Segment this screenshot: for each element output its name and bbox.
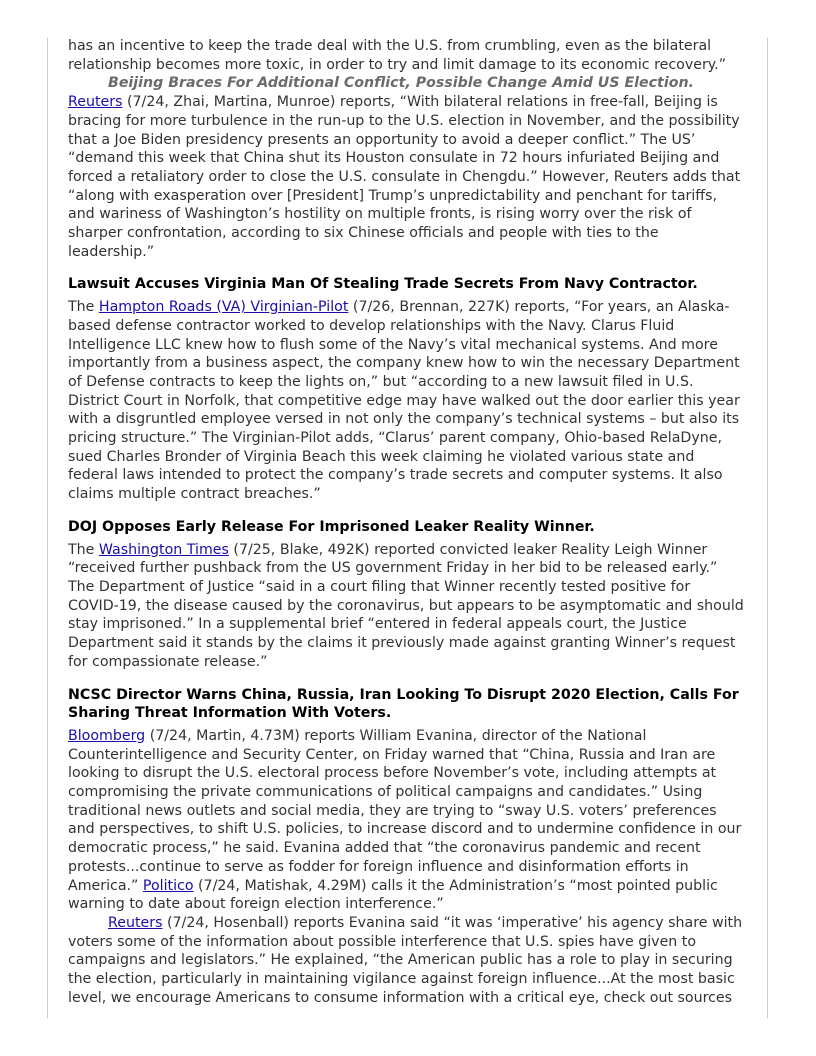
ncsc-body-1: (7/24, Martin, 4.73M) reports William Evanina, director of the National Counterintelligence and Security Center, on Friday warned that “China, Russia and Iran are looking to disrupt the U.S. electoral process before November’s vote, including attempts at compromising the private communications of political campaigns and candidates.” Using traditional news outlets and social media, they are trying to “sway U.S. voters’ preferences and perspectives, to shift U.S. policies, to increase discord and to undermine confidence in our democratic process,” he said. Evanina added that “the coronavirus pandemic and recent protests...continue to serve as fodder for foreign influence and disinformation efforts in America.” [68, 727, 742, 894]
headline-lawsuit: Lawsuit Accuses Virginia Man Of Stealing Trade Secrets From Navy Contractor. [68, 276, 698, 293]
virginian-pilot-link[interactable]: Hampton Roads (VA) Virginian-Pilot [98, 299, 349, 316]
ncsc-body-3: (7/24, Hosenball) reports Evanina said “it was ‘imperative’ his agency share with voters some of the information about possible interference that U.S. spies have given to campaigns and legislators.” He explained, “the American public has a role to play in securing the election, particularly in maintaining vigilance against foreign influence...At the most basic level, we encourage Americans to consume information with a critical eye, check out sources [68, 914, 743, 1006]
ncsc-paragraph-1 [68, 727, 744, 914]
lawsuit-paragraph [68, 298, 744, 504]
reuters-link[interactable]: Reuters [68, 94, 123, 111]
beijing-body: (7/24, Zhai, Martina, Munroe) reports, “With bilateral relations in free-fall, Beijing is bracing for more turbulence in the run-up to the U.S. election in November, and the possibility that a Joe Biden presidency presents an opportunity to avoid a deeper conflict.” The US’ “demand this week that China shut its Houston consulate in 72 hours infuriated Beijing and forced a retaliatory order to close the U.S. consulate in Chengdu.” However, Reuters adds that “along with exasperation over [President] Trump’s unpredictability and penchant for tariffs, and wariness of Washington’s hostility on multiple fronts, is rising worry over the risk of sharper confrontation, according to six Chinese officials and people with ties to the leadership.” [68, 94, 741, 260]
doj-article [68, 518, 744, 672]
politico-link[interactable]: Politico [142, 877, 194, 894]
doj-paragraph [68, 541, 744, 672]
doj-body: (7/25, Blake, 492K) reported convicted leaker Reality Leigh Winner “received further pushback from the US government Friday in her bid to be released early.” The Department of Justice “said in a court filing that Winner recently tested positive for COVID-19, the disease caused by the coronavirus, but appears to be asymptomatic and should stay imprisoned.” In a supplemental brief “entered in federal appeals court, the Justice Department said it stands by the claims it previously made against granting Winner’s request for compassionate release.” [68, 541, 744, 670]
headline-doj: DOJ Opposes Early Release For Imprisoned Leaker Reality Winner. [68, 518, 595, 535]
beijing-section [68, 74, 744, 261]
document-page [68, 37, 744, 1007]
lawsuit-lead: The [68, 299, 99, 316]
headline-ncsc: NCSC Director Warns China, Russia, Iran Looking To Disrupt 2020 Election, Calls For Sharing Threat Information With Voters. [68, 686, 739, 722]
lawsuit-body: (7/26, Brennan, 227K) reports, “For years, an Alaska-based defense contractor worked to develop relationships with the Navy. Clarus Fluid Intelligence LLC knew how to flush some of the Navy’s vital mechanical systems. And more importantly from a business aspect, the company knew how to win the necessary Department of Defense contracts to keep the lights on,” but “according to a new lawsuit filed in U.S. District Court in Norfolk, that competitive edge may have walked out the door earlier this year with a disgruntled employee versed in not only the company’s technical systems – but also its pricing structure.” The Virginian-Pilot adds, “Clarus’ parent company, Ohio-based RelaDyne, sued Charles Bronder of Virginia Beach this week claiming he violated various state and federal laws intended to protect the company’s trade secrets and computer systems. It also claims multiple contract breaches.” [68, 299, 740, 503]
subheadline-beijing: Beijing Braces For Additional Conflict, Possible Change Amid US Election. [108, 75, 694, 92]
reuters-link-2[interactable]: Reuters [108, 914, 163, 931]
left-margin-rule [47, 38, 48, 1018]
intro-paragraph: has an incentive to keep the trade deal with the U.S. from crumbling, even as the bilateral relationship becomes more toxic, in order to try and limit damage to its economic recovery.” [68, 38, 727, 73]
bloomberg-link[interactable]: Bloomberg [68, 727, 146, 744]
washington-times-link[interactable]: Washington Times [98, 541, 229, 558]
ncsc-paragraph-2 [68, 914, 744, 1008]
doj-lead: The [68, 541, 99, 558]
beijing-paragraph [68, 93, 744, 261]
ncsc-body-2: (7/24, Matishak, 4.29M) calls it the Administration’s “most pointed public warning to date about foreign election interference.” [68, 877, 718, 913]
ncsc-article [68, 686, 744, 1008]
lawsuit-article [68, 275, 744, 503]
right-margin-rule [767, 38, 768, 1018]
